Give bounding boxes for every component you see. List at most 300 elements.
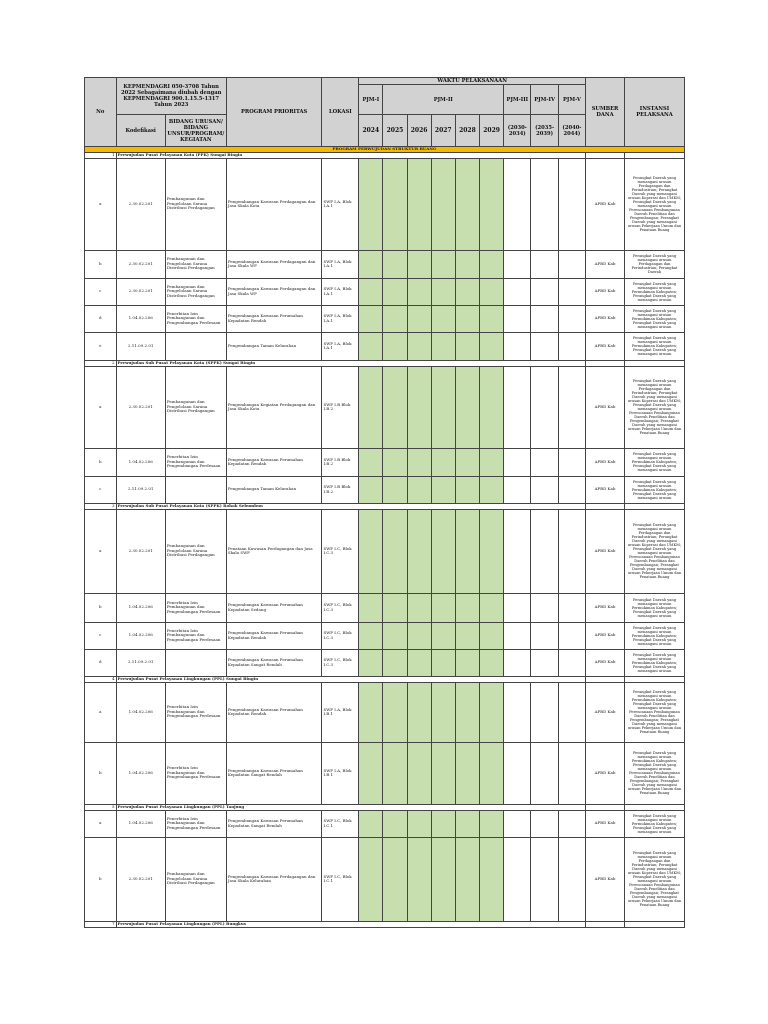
row-program: Pengembangan Kawasan Perdagangan dan Jasa Skala WP xyxy=(226,250,322,278)
row-sumber-dana: APBD Kab xyxy=(586,448,625,476)
row-lokasi: SWP I.A, Blok I.A.1 xyxy=(322,278,359,305)
year-cell-2026 xyxy=(407,682,431,742)
row-bidang xyxy=(165,649,226,676)
row-sumber-dana: APBD Kab xyxy=(586,682,625,742)
year-cell-2024 xyxy=(359,742,383,804)
period-cell xyxy=(504,837,531,921)
section-title: Perwujudan Pusat Pelayanan Lingkungan (PPL) Tanjung xyxy=(116,804,586,810)
row-kodefikasi: 2.11.09.2.01 xyxy=(116,332,165,360)
period-cell xyxy=(558,649,585,676)
period-cell xyxy=(558,682,585,742)
section-blank xyxy=(624,921,684,927)
year-cell-2026 xyxy=(407,622,431,649)
year-cell-2027 xyxy=(431,837,455,921)
section-number: 2 xyxy=(85,360,117,366)
row-program: Pengembangan Kawasan Perumahan Kepadatan Rendah xyxy=(226,682,322,742)
row-sumber-dana: APBD Kab xyxy=(586,305,625,332)
period-cell xyxy=(558,810,585,837)
header-no: No xyxy=(85,78,117,147)
section-title: Perwujudan Sub Pusat Pelayanan Kota (SPPK) Sungai Bingin xyxy=(116,360,586,366)
row-bidang xyxy=(165,476,226,503)
row-instansi: Perangkat Daerah yang menangani urusan Perdagangan dan Perindustrian; Perangkat Daerah yang menangani urusan Koperasi dan UMKM; Perangkat Daerah yang menangani urusan Perencanaan Pembangunan Daerah Penelitian dan Pengembangan; Perangkat Daerah yang menangani urusan Pekerjaan Umum dan Penataan Ruang xyxy=(624,158,684,250)
row-bidang: Penerbitan Izin Pembangunan dan Pengembangan Perdesaan xyxy=(165,742,226,804)
row-kodefikasi: 1.04.02.206 xyxy=(116,622,165,649)
section-number: 1 xyxy=(85,152,117,158)
year-cell-2024 xyxy=(359,649,383,676)
table-row xyxy=(85,649,685,676)
row-bidang: Pembangunan dan Pengelolaan Sarana Distribusi Perdagangan xyxy=(165,250,226,278)
year-cell-2029 xyxy=(480,305,504,332)
year-cell-2029 xyxy=(480,649,504,676)
header-kodefikasi: Kodefikasi xyxy=(116,115,165,147)
year-cell-2028 xyxy=(455,509,479,593)
period-cell xyxy=(558,742,585,804)
year-cell-2028 xyxy=(455,305,479,332)
year-cell-2028 xyxy=(455,837,479,921)
year-cell-2027 xyxy=(431,448,455,476)
header-lokasi: LOKASI xyxy=(322,78,359,147)
row-lokasi: SWP I.C, Blok I.C.3 xyxy=(322,649,359,676)
header-pjm3: PJM-III xyxy=(504,85,531,115)
year-cell-2026 xyxy=(407,448,431,476)
year-cell-2024 xyxy=(359,622,383,649)
section-number: 4 xyxy=(85,676,117,682)
header-year-2025: 2025 xyxy=(383,115,407,147)
band-title: PROGRAM PERWUJUDAN STRUKTUR RUANG xyxy=(85,147,685,153)
row-program: Pengembangan Kawasan Perumahan Kepadatan Rendah xyxy=(226,622,322,649)
row-instansi: Perangkat Daerah yang menangani urusan Perdagangan dan Perindustrian; Perangkat Daerah yang menangani urusan Koperasi dan UMKM; Perangkat Daerah yang menangani urusan Perencanaan Pembangunan Daerah Penelitian dan Pengembangan; Perangkat Daerah yang menangani urusan Pekerjaan Umum dan Penataan Ruang xyxy=(624,366,684,448)
year-cell-2029 xyxy=(480,448,504,476)
year-cell-2029 xyxy=(480,250,504,278)
period-cell xyxy=(504,250,531,278)
row-kodefikasi: 2.30.02.201 xyxy=(116,278,165,305)
table-row xyxy=(85,448,685,476)
header-year-2027: 2027 xyxy=(431,115,455,147)
row-sumber-dana: APBD Kab xyxy=(586,366,625,448)
year-cell-2025 xyxy=(383,305,407,332)
table-row xyxy=(85,332,685,360)
year-cell-2025 xyxy=(383,682,407,742)
row-sumber-dana: APBD Kab xyxy=(586,278,625,305)
period-cell xyxy=(504,366,531,448)
year-cell-2029 xyxy=(480,810,504,837)
period-cell xyxy=(531,509,558,593)
period-cell xyxy=(531,250,558,278)
year-cell-2026 xyxy=(407,509,431,593)
row-program: Pengembangan Kawasan Perumahan Kepadatan Sangat Rendah xyxy=(226,742,322,804)
year-cell-2029 xyxy=(480,837,504,921)
year-cell-2024 xyxy=(359,332,383,360)
year-cell-2024 xyxy=(359,593,383,622)
row-program: Pengembangan Taman Kelurahan xyxy=(226,476,322,503)
row-sumber-dana: APBD Kab xyxy=(586,742,625,804)
year-cell-2029 xyxy=(480,682,504,742)
row-bidang xyxy=(165,332,226,360)
year-cell-2025 xyxy=(383,366,407,448)
row-instansi: Perangkat Daerah yang menangani urusan Permukiman Kabupaten; Perangkat Daerah yang menangani urusan xyxy=(624,649,684,676)
year-cell-2029 xyxy=(480,366,504,448)
row-program: Pengembangan Kawasan Perdagangan dan Jasa Skala Kota xyxy=(226,158,322,250)
section-title: Perwujudan Pusat Pelayanan Kota (PPK) Sungai Bingin xyxy=(116,152,586,158)
row-lokasi: SWP I.B Blok I.B.2 xyxy=(322,366,359,448)
row-kodefikasi: 1.04.02.206 xyxy=(116,742,165,804)
row-bidang: Pembangunan dan Pengelolaan Sarana Distribusi Perdagangan xyxy=(165,837,226,921)
row-letter: e xyxy=(85,332,117,360)
year-cell-2025 xyxy=(383,250,407,278)
header-waktu: WAKTU PELAKSANAAN xyxy=(359,78,586,85)
row-bidang: Penerbitan Izin Pembangunan dan Pengembangan Perdesaan xyxy=(165,810,226,837)
year-cell-2026 xyxy=(407,332,431,360)
row-instansi: Perangkat Daerah yang menangani urusan Perdagangan dan Perindustrian; Perangkat Daerah xyxy=(624,250,684,278)
row-sumber-dana: APBD Kab xyxy=(586,810,625,837)
row-kodefikasi: 2.30.02.201 xyxy=(116,158,165,250)
period-cell xyxy=(531,448,558,476)
year-cell-2029 xyxy=(480,509,504,593)
period-cell xyxy=(558,837,585,921)
row-kodefikasi: 1.04.02.206 xyxy=(116,810,165,837)
row-program: Pengembangan Taman Kelurahan xyxy=(226,332,322,360)
year-cell-2026 xyxy=(407,742,431,804)
year-cell-2024 xyxy=(359,250,383,278)
row-lokasi: SWP I.A, Blok I.A.1 xyxy=(322,305,359,332)
year-cell-2027 xyxy=(431,332,455,360)
row-lokasi: SWP I.A, Blok I.B.1 xyxy=(322,682,359,742)
row-instansi: Perangkat Daerah yang menangani urusan Permukiman Kabupaten; Perangkat Daerah yang menangani urusan xyxy=(624,332,684,360)
period-cell xyxy=(531,593,558,622)
row-kodefikasi: 2.30.02.201 xyxy=(116,509,165,593)
row-sumber-dana: APBD Kab xyxy=(586,476,625,503)
period-cell xyxy=(531,649,558,676)
table-row xyxy=(85,742,685,804)
year-cell-2024 xyxy=(359,476,383,503)
row-program: Pengembangan Kawasan Perumahan Kepadatan Sangat Rendah xyxy=(226,810,322,837)
row-lokasi: SWP I.C, Blok I.C.3 xyxy=(322,593,359,622)
header-instansi: INSTANSI PELAKSANA xyxy=(624,78,684,147)
row-program: Pengembangan Kegiatan Perdagangan dan Jasa Skala Kota xyxy=(226,366,322,448)
year-cell-2025 xyxy=(383,649,407,676)
period-cell xyxy=(531,278,558,305)
period-cell xyxy=(504,682,531,742)
year-cell-2025 xyxy=(383,158,407,250)
year-cell-2025 xyxy=(383,332,407,360)
year-cell-2028 xyxy=(455,332,479,360)
row-letter: b xyxy=(85,742,117,804)
header-bidang: BIDANG URUSAN/ BIDANG UNSUR/PROGRAM/ KEGIATAN xyxy=(165,115,226,147)
period-cell xyxy=(558,476,585,503)
period-cell xyxy=(558,158,585,250)
year-cell-2028 xyxy=(455,622,479,649)
row-sumber-dana: APBD Kab xyxy=(586,509,625,593)
period-cell xyxy=(504,810,531,837)
row-instansi: Perangkat Daerah yang menangani urusan Permukiman Kabupaten; Perangkat Daerah yang menangani urusan xyxy=(624,476,684,503)
row-letter: b xyxy=(85,593,117,622)
period-cell xyxy=(531,837,558,921)
row-bidang: Penerbitan Izin Pembangunan dan Pengembangan Perdesaan xyxy=(165,305,226,332)
row-instansi: Perangkat Daerah yang menangani urusan Permukiman Kabupaten; Perangkat Daerah yang menangani urusan xyxy=(624,305,684,332)
row-lokasi: SWP I.C, Blok I.C.3 xyxy=(322,509,359,593)
period-cell xyxy=(504,332,531,360)
table-row xyxy=(85,158,685,250)
year-cell-2026 xyxy=(407,158,431,250)
year-cell-2026 xyxy=(407,278,431,305)
year-cell-2027 xyxy=(431,509,455,593)
row-lokasi: SWP I.A, Blok I.A.1 xyxy=(322,158,359,250)
year-cell-2028 xyxy=(455,366,479,448)
row-letter: c xyxy=(85,622,117,649)
row-kodefikasi: 1.04.02.206 xyxy=(116,305,165,332)
row-letter: d xyxy=(85,305,117,332)
row-instansi: Perangkat Daerah yang menangani urusan Permukiman Kabupaten; Perangkat Daerah yang menangani urusan Perencanaan Pembangunan Daerah Penelitian dan Pengembangan; Perangkat Daerah yang menangani urusan Pekerjaan Umum dan Penataan Ruang xyxy=(624,742,684,804)
year-cell-2027 xyxy=(431,742,455,804)
year-cell-2028 xyxy=(455,250,479,278)
period-cell xyxy=(504,305,531,332)
year-cell-2024 xyxy=(359,366,383,448)
row-letter: a xyxy=(85,366,117,448)
row-instansi: Perangkat Daerah yang menangani urusan Permukiman Kabupaten; Perangkat Daerah yang menangani urusan xyxy=(624,448,684,476)
table-row xyxy=(85,476,685,503)
table-row xyxy=(85,810,685,837)
period-cell xyxy=(531,622,558,649)
year-cell-2029 xyxy=(480,593,504,622)
program-table xyxy=(84,77,685,928)
row-program: Pengembangan Kawasan Perumahan Kepadatan Sedang xyxy=(226,593,322,622)
header-year-2026: 2026 xyxy=(407,115,431,147)
header-pjm4: PJM-IV xyxy=(531,85,558,115)
year-cell-2025 xyxy=(383,448,407,476)
header-year-2024: 2024 xyxy=(359,115,383,147)
year-cell-2028 xyxy=(455,649,479,676)
row-sumber-dana: APBD Kab xyxy=(586,332,625,360)
header-period-pjm5: (2040-2044) xyxy=(558,115,585,147)
row-letter: b xyxy=(85,250,117,278)
period-cell xyxy=(531,682,558,742)
period-cell xyxy=(531,476,558,503)
header-period-pjm3: (2030-2034) xyxy=(504,115,531,147)
period-cell xyxy=(504,278,531,305)
year-cell-2028 xyxy=(455,158,479,250)
table-header xyxy=(85,78,685,147)
row-lokasi: SWP I.C, Blok I.C.1 xyxy=(322,837,359,921)
period-cell xyxy=(531,305,558,332)
row-letter: a xyxy=(85,158,117,250)
row-program: Pengembangan Kawasan Perumahan Kepadatan Rendah xyxy=(226,448,322,476)
period-cell xyxy=(504,649,531,676)
year-cell-2024 xyxy=(359,278,383,305)
period-cell xyxy=(531,810,558,837)
year-cell-2027 xyxy=(431,305,455,332)
year-cell-2025 xyxy=(383,810,407,837)
row-kodefikasi: 2.11.09.2.01 xyxy=(116,476,165,503)
section-title: Perwujudan Pusat Pelayanan Lingkungan (PPL) Bungkus xyxy=(116,921,586,927)
year-cell-2027 xyxy=(431,278,455,305)
row-letter: c xyxy=(85,278,117,305)
period-cell xyxy=(504,448,531,476)
row-instansi: Perangkat Daerah yang menangani urusan Permukiman Kabupaten; Perangkat Daerah yang menangani urusan xyxy=(624,622,684,649)
year-cell-2028 xyxy=(455,682,479,742)
year-cell-2024 xyxy=(359,448,383,476)
table-row xyxy=(85,366,685,448)
year-cell-2026 xyxy=(407,837,431,921)
row-kodefikasi: 2.30.02.201 xyxy=(116,366,165,448)
year-cell-2026 xyxy=(407,593,431,622)
row-instansi: Perangkat Daerah yang menangani urusan Permukiman Kabupaten; Perangkat Daerah yang menangani urusan xyxy=(624,810,684,837)
year-cell-2025 xyxy=(383,742,407,804)
table-row xyxy=(85,837,685,921)
row-bidang: Penerbitan Izin Pembangunan dan Pengembangan Perdesaan xyxy=(165,593,226,622)
table-row xyxy=(85,278,685,305)
row-sumber-dana: APBD Kab xyxy=(586,593,625,622)
row-bidang: Pembangunan dan Pengelolaan Sarana Distribusi Perdagangan xyxy=(165,366,226,448)
period-cell xyxy=(504,158,531,250)
table-row xyxy=(85,622,685,649)
table-row xyxy=(85,682,685,742)
row-bidang: Pembangunan dan Pengelolaan Sarana Distribusi Perdagangan xyxy=(165,509,226,593)
header-kepmen: KEPMENDAGRI 050-3708 Tahun 2022 Sebagaimana diubah dengan KEPMENDAGRI 900.1.15.5-1317 Tahun 2023 xyxy=(116,78,226,115)
year-cell-2029 xyxy=(480,742,504,804)
header-pjm1: PJM-I xyxy=(359,85,383,115)
header-pjm2: PJM-II xyxy=(383,85,504,115)
row-lokasi: SWP I.A, Blok I.B.1 xyxy=(322,742,359,804)
row-sumber-dana: APBD Kab xyxy=(586,649,625,676)
row-sumber-dana: APBD Kab xyxy=(586,837,625,921)
year-cell-2024 xyxy=(359,837,383,921)
row-instansi: Perangkat Daerah yang menangani urusan Permukiman Kabupaten; Perangkat Daerah yang menangani urusan xyxy=(624,278,684,305)
row-lokasi: SWP I.B Blok I.B.2 xyxy=(322,476,359,503)
row-program: Pengembangan Kawasan Perumahan Kepadatan Rendah xyxy=(226,305,322,332)
year-cell-2027 xyxy=(431,476,455,503)
row-instansi: Perangkat Daerah yang menangani urusan Permukiman Kabupaten; Perangkat Daerah yang menangani urusan xyxy=(624,593,684,622)
period-cell xyxy=(504,476,531,503)
table-row xyxy=(85,509,685,593)
year-cell-2028 xyxy=(455,593,479,622)
section-row xyxy=(85,921,685,927)
year-cell-2027 xyxy=(431,250,455,278)
row-letter: a xyxy=(85,810,117,837)
row-program: Pengembangan Kawasan Perdagangan dan Jasa Skala Kelurahan xyxy=(226,837,322,921)
year-cell-2029 xyxy=(480,332,504,360)
year-cell-2025 xyxy=(383,622,407,649)
row-program: Pengembangan Kawasan Perdagangan dan Jasa Skala WP xyxy=(226,278,322,305)
period-cell xyxy=(531,366,558,448)
period-cell xyxy=(558,332,585,360)
row-letter: b xyxy=(85,837,117,921)
year-cell-2026 xyxy=(407,810,431,837)
period-cell xyxy=(531,158,558,250)
period-cell xyxy=(531,742,558,804)
row-bidang: Pembangunan dan Pengelolaan Sarana Distribusi Perdagangan xyxy=(165,278,226,305)
row-program: Pengembangan Kawasan Perumahan Kepadatan Sangat Rendah xyxy=(226,649,322,676)
row-bidang: Penerbitan Izin Pembangunan dan Pengembangan Perdesaan xyxy=(165,622,226,649)
section-title: Perwujudan Sub Pusat Pelayanan Kota (SPPK) Rohok Sebumbun xyxy=(116,503,586,509)
section-number: 5 xyxy=(85,804,117,810)
table-row xyxy=(85,305,685,332)
period-cell xyxy=(504,593,531,622)
period-cell xyxy=(558,366,585,448)
period-cell xyxy=(558,305,585,332)
year-cell-2027 xyxy=(431,810,455,837)
row-lokasi: SWP I.C, Blok I.C.3 xyxy=(322,622,359,649)
year-cell-2028 xyxy=(455,278,479,305)
year-cell-2025 xyxy=(383,509,407,593)
row-letter: b xyxy=(85,448,117,476)
year-cell-2028 xyxy=(455,448,479,476)
year-cell-2025 xyxy=(383,278,407,305)
year-cell-2027 xyxy=(431,158,455,250)
period-cell xyxy=(504,622,531,649)
year-cell-2027 xyxy=(431,682,455,742)
row-kodefikasi: 1.04.02.206 xyxy=(116,448,165,476)
header-year-2028: 2028 xyxy=(455,115,479,147)
year-cell-2025 xyxy=(383,837,407,921)
period-cell xyxy=(558,622,585,649)
period-cell xyxy=(558,509,585,593)
row-bidang: Penerbitan Izin Pembangunan dan Pengembangan Perdesaan xyxy=(165,682,226,742)
row-instansi: Perangkat Daerah yang menangani urusan Permukiman Kabupaten; Perangkat Daerah yang menangani urusan Perencanaan Pembangunan Daerah Penelitian dan Pengembangan; Perangkat Daerah yang menangani urusan Pekerjaan Umum dan Penataan Ruang xyxy=(624,682,684,742)
year-cell-2028 xyxy=(455,810,479,837)
row-kodefikasi: 2.30.02.201 xyxy=(116,837,165,921)
period-cell xyxy=(504,509,531,593)
section-number: 7 xyxy=(85,921,117,927)
section-title: Perwujudan Pusat Pelayanan Lingkungan (PPL) Sungai Bingin xyxy=(116,676,586,682)
period-cell xyxy=(504,742,531,804)
row-bidang: Pembangunan dan Pengelolaan Sarana Distribusi Perdagangan xyxy=(165,158,226,250)
table-row xyxy=(85,593,685,622)
year-cell-2024 xyxy=(359,509,383,593)
year-cell-2024 xyxy=(359,158,383,250)
year-cell-2026 xyxy=(407,649,431,676)
year-cell-2026 xyxy=(407,305,431,332)
header-pjm5: PJM-V xyxy=(558,85,585,115)
row-letter: a xyxy=(85,682,117,742)
year-cell-2027 xyxy=(431,593,455,622)
year-cell-2029 xyxy=(480,476,504,503)
section-number: 3 xyxy=(85,503,117,509)
row-bidang: Penerbitan Izin Pembangunan dan Pengembangan Perdesaan xyxy=(165,448,226,476)
year-cell-2024 xyxy=(359,682,383,742)
year-cell-2026 xyxy=(407,366,431,448)
row-sumber-dana: APBD Kab xyxy=(586,158,625,250)
table-row xyxy=(85,250,685,278)
period-cell xyxy=(558,278,585,305)
row-letter: a xyxy=(85,509,117,593)
period-cell xyxy=(531,332,558,360)
period-cell xyxy=(558,448,585,476)
year-cell-2026 xyxy=(407,250,431,278)
header-sumber: SUMBER DANA xyxy=(586,78,625,147)
row-letter: d xyxy=(85,649,117,676)
table-body xyxy=(85,147,685,928)
year-cell-2029 xyxy=(480,158,504,250)
row-lokasi: SWP I.A, Blok I.A.1 xyxy=(322,250,359,278)
row-instansi: Perangkat Daerah yang menangani urusan Perdagangan dan Perindustrian; Perangkat Daerah yang menangani urusan Koperasi dan UMKM; Perangkat Daerah yang menangani urusan Perencanaan Pembangunan Daerah Penelitian dan Pengembangan; Perangkat Daerah yang menangani urusan Pekerjaan Umum dan Penataan Ruang xyxy=(624,509,684,593)
period-cell xyxy=(558,593,585,622)
row-kodefikasi: 2.30.02.201 xyxy=(116,250,165,278)
year-cell-2028 xyxy=(455,742,479,804)
header-program: PROGRAM PRIORITAS xyxy=(226,78,322,147)
year-cell-2024 xyxy=(359,305,383,332)
year-cell-2026 xyxy=(407,476,431,503)
row-sumber-dana: APBD Kab xyxy=(586,622,625,649)
row-kodefikasi: 1.04.02.206 xyxy=(116,682,165,742)
year-cell-2029 xyxy=(480,278,504,305)
row-kodefikasi: 2.11.09.2.01 xyxy=(116,649,165,676)
year-cell-2025 xyxy=(383,476,407,503)
row-lokasi: SWP I.C, Blok I.C.1 xyxy=(322,810,359,837)
year-cell-2025 xyxy=(383,593,407,622)
year-cell-2029 xyxy=(480,622,504,649)
row-letter: c xyxy=(85,476,117,503)
year-cell-2027 xyxy=(431,649,455,676)
